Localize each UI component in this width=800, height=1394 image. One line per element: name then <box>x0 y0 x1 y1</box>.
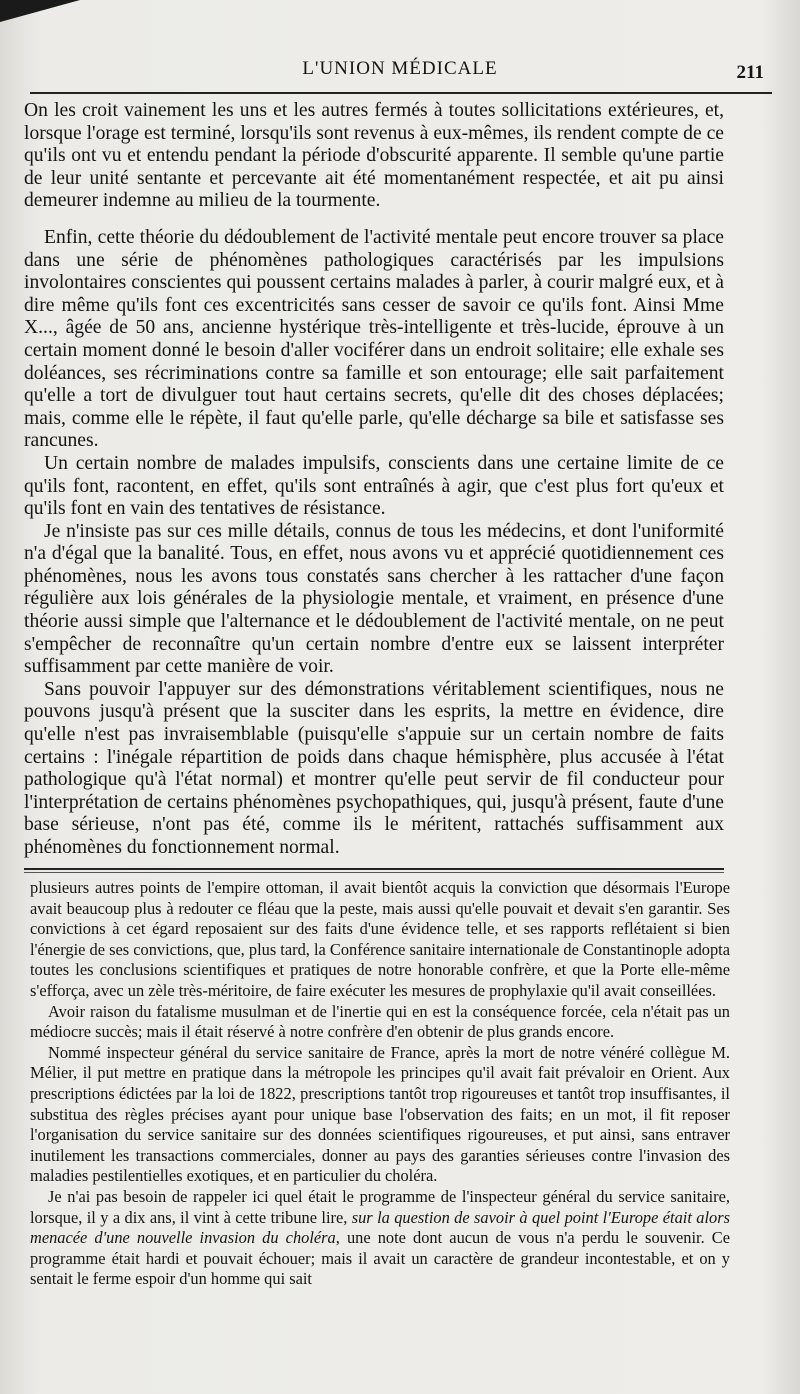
footnote-rule-thin <box>24 872 724 873</box>
italic-title-run: sur la question de savoir à quel point l'Europe était alors menacée d'une nouvelle invasion du choléra <box>30 1207 731 1248</box>
paragraph: Enfin, cette théorie du dédoublement de l'activité mentale peut encore trouver sa place dans une série de phénomènes pathologiques caractérisés par les impulsions involontaires conscientes qui poussent certains malades à parler, à courir malgré eux, et à dire même qu'ils font ces excentricités sans cesser de savoir ce qu'ils font. Ainsi Mme X..., âgée de 50 ans, ancienne hystérique très-intelligente et très-lucide, éprouve à un certain moment donné le besoin d'aller vociférer dans un endroit solitaire; elle exhale ses doléances, ses récriminations contre sa famille et son entourage; elle sait parfaitement qu'elle a tort de divulguer tout haut certains secrets, qu'elle dit des choses déplacées; mais, comme elle le répète, il faut qu'elle parle, qu'elle décharge sa bile et satisfasse ses rancunes. <box>24 226 724 452</box>
paragraph: Je n'insiste pas sur ces mille détails, connus de tous les médecins, et dont l'uniformité n'a d'égal que la banalité. Tous, en effet, nous avons vu et apprécié quotidiennement ces phénomènes, nous les avons tous constatés sans chercher à les rattacher d'une façon régulière aux lois générales de la physiologie mentale, et vraiment, en présence d'une théorie aussi simple que l'alternance et le dédoublement de l'activité mentale, on ne peut s'empêcher de reconnaître qu'un certain nombre d'entre eux se laissent interpréter suffisamment par cette manière de voir. <box>24 520 724 678</box>
footnote-text-run: Je n'ai pas besoin de rappeler ici quel était le programme de l'inspecteur général du service sanitaire, lorsque, il y a dix ans, il vint à cette tribune lire, <box>30 1186 730 1227</box>
running-header <box>28 56 772 86</box>
footnote-paragraph <box>30 1187 730 1290</box>
scan-corner-mark <box>0 0 80 22</box>
paragraph: Un certain nombre de malades impulsifs, conscients dans une certaine limite de ce qu'ils font, racontent, en effet, qu'ils sont entraînés à agir, que c'est plus fort qu'eux et qu'ils font en vain des tentatives de résistance. <box>24 452 724 520</box>
footnote-text <box>30 878 730 1290</box>
page-number: 211 <box>736 62 764 83</box>
header-rule <box>30 92 772 94</box>
paragraph: On les croit vainement les uns et les autres fermés à toutes sollicitations extérieures, et, lorsque l'orage est terminé, lorsqu'ils sont revenus à eux-mêmes, ils rendent compte de ce qu'ils ont vu et entendu pendant la période d'obscurité apparente. Il semble qu'une partie de leur unité sentante et percevante ait été momentanément respectée, et ait pu ainsi demeurer indemne au milieu de la tourmente. <box>24 100 724 212</box>
footnote-rule <box>24 868 724 870</box>
footnote-paragraph: Avoir raison du fatalisme musulman et de l'inertie qui en est la conséquence forcée, cela n'était pas un médiocre succès; mais il était réservé à notre confrère d'en obtenir de plus grands encore. <box>30 1001 730 1042</box>
footnote-paragraph: Nommé inspecteur général du service sanitaire de France, après la mort de notre vénéré collègue M. Mélier, il put mettre en pratique dans la métropole les principes qu'il avait fait prévaloir en Orient. Aux prescriptions édictées par la loi de 1822, prescriptions tantôt trop rigoureuses et tantôt trop insuffisantes, il substitua des règles précises ayant pour unique base l'observation des faits; en un mot, il fit reposer l'organisation du service sanitaire sur des données scientifiques rigoureuses, et put ainsi, sans entraver inutilement les transactions commerciales, donner au pays des garanties sérieuses contre l'invasion des maladies pestilentielles exotiques, et en particulier du choléra. <box>30 1042 730 1186</box>
running-title: L'UNION MÉDICALE <box>302 58 498 79</box>
footnote-paragraph: plusieurs autres points de l'empire ottoman, il avait bientôt acquis la conviction que désormais l'Europe avait beaucoup plus à redouter ce fléau que la peste, mais aussi qu'elle pouvait et devait s'en garantir. Ses convictions à cet égard reposaient sur des faits d'une évidence telle, et ses rapports reflétaient si bien l'énergie de ses convictions, que, plus tard, la Conférence sanitaire internationale de Constantinople adopta toutes les conclusions scientifiques et pratiques de notre honorable confrère, et que la Porte elle-même s'efforça, avec un zèle très-méritoire, de faire exécuter les mesures de prophylaxie qu'il avait conseillées. <box>30 878 730 1000</box>
paragraph-gap <box>24 213 724 227</box>
main-text <box>24 100 724 860</box>
paragraph: Sans pouvoir l'appuyer sur des démonstrations véritablement scientifiques, nous ne pouvons jusqu'à présent que la susciter dans les esprits, la mettre en évidence, dire qu'elle n'est pas invraisemblable (puisqu'elle s'appuie sur un certain nombre de faits certains : l'inégale répartition de poids dans chaque hémisphère, plus accusée à l'état pathologique qu'à l'état normal) et montrer qu'elle peut servir de fil conducteur pour l'interprétation de certains phénomènes psychopathiques, qui, jusqu'à présent, faute d'une base sérieuse, n'ont pas été, comme ils le méritent, rattachés suffisamment aux phénomènes du fonctionnement normal. <box>24 678 724 858</box>
footnote-text-run: , une note dont aucun de vous n'a perdu le souvenir. Ce programme était hardi et pouvait échouer; mais il avait un caractère de grandeur incontestable, et on y sentait le ferme espoir d'un homme qui sait <box>30 1228 731 1289</box>
